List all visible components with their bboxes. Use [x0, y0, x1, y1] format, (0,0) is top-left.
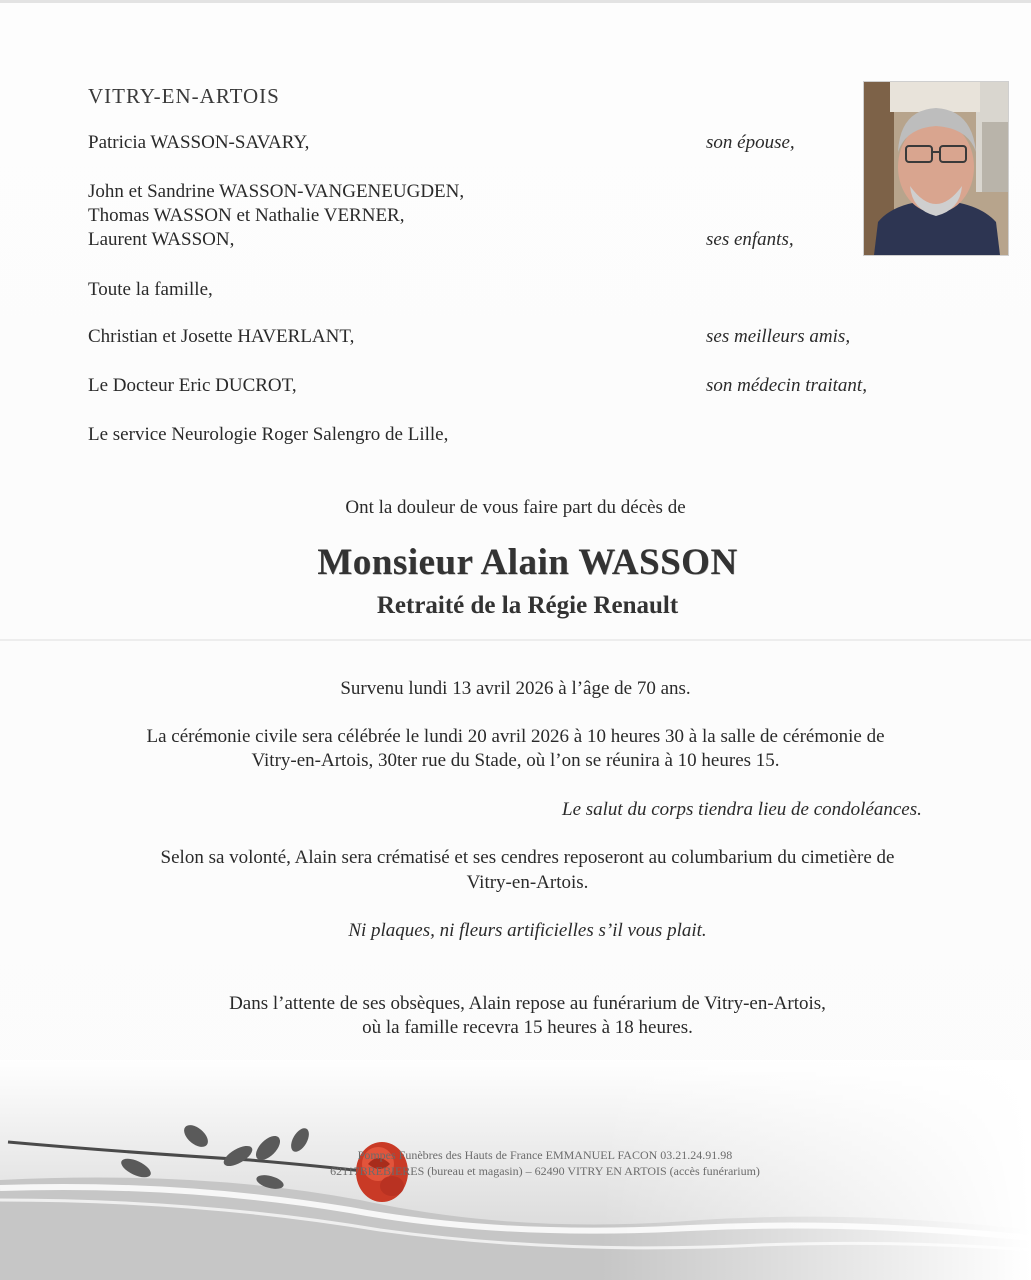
page-edge	[0, 0, 1031, 3]
family-spouse-relation: son épouse,	[706, 132, 795, 153]
funeral-home-line-1: Pompes Funèbres des Hauts de France EMMANUEL FACON 03.21.24.91.98	[357, 1148, 733, 1162]
ceremony-line-2: Vitry-en-Artois, 30ter rue du Stade, où l’on se réunira à 10 heures 15.	[251, 750, 780, 771]
family-hospital-service: Le service Neurologie Roger Salengro de Lille,	[88, 424, 449, 445]
family-child-2: Thomas WASSON et Nathalie VERNER,	[88, 205, 405, 226]
family-friends-name: Christian et Josette HAVERLANT,	[88, 326, 355, 347]
death-date: Survenu lundi 13 avril 2026 à l’âge de 70 ans.	[340, 678, 691, 699]
family-children-relation: ses enfants,	[706, 229, 794, 250]
fold-line	[0, 639, 1031, 641]
family-spouse-name: Patricia WASSON-SAVARY,	[88, 132, 310, 153]
family-doctor-relation: son médecin traitant,	[706, 375, 867, 396]
cremation-line-2: Vitry-en-Artois.	[466, 872, 589, 893]
deceased-title: Retraité de la Régie Renault	[376, 592, 679, 619]
deceased-name: Monsieur Alain WASSON	[317, 542, 738, 583]
no-flowers-note: Ni plaques, ni fleurs artificielles s’il vous plait.	[348, 920, 707, 941]
rest-line-1: Dans l’attente de ses obsèques, Alain repose au funérarium de Vitry-en-Artois,	[229, 993, 826, 1014]
family-all: Toute la famille,	[88, 279, 213, 300]
family-friends-relation: ses meilleurs amis,	[706, 326, 851, 347]
funeral-home-line-2: 62117BREBIERES (bureau et magasin) – 62490 VITRY EN ARTOIS (accès funérarium)	[330, 1164, 760, 1178]
portrait-photo	[863, 81, 1009, 256]
family-child-1: John et Sandrine WASSON-VANGENEUGDEN,	[88, 181, 465, 202]
ceremony-line-1: La cérémonie civile sera célébrée le lundi 20 avril 2026 à 10 heures 30 à la salle de cérémonie de	[146, 726, 885, 747]
family-doctor-name: Le Docteur Eric DUCROT,	[88, 375, 297, 396]
family-child-3: Laurent WASSON,	[88, 229, 235, 250]
location-heading: VITRY-EN-ARTOIS	[88, 84, 280, 108]
condolences-note: Le salut du corps tiendra lieu de condoléances.	[562, 799, 922, 820]
rest-line-2: où la famille recevra 15 heures à 18 heures.	[362, 1017, 693, 1038]
cremation-line-1: Selon sa volonté, Alain sera crématisé et ses cendres reposeront au columbarium du cimetière de	[160, 847, 895, 868]
announcement-text: Ont la douleur de vous faire part du décès de	[345, 497, 686, 518]
